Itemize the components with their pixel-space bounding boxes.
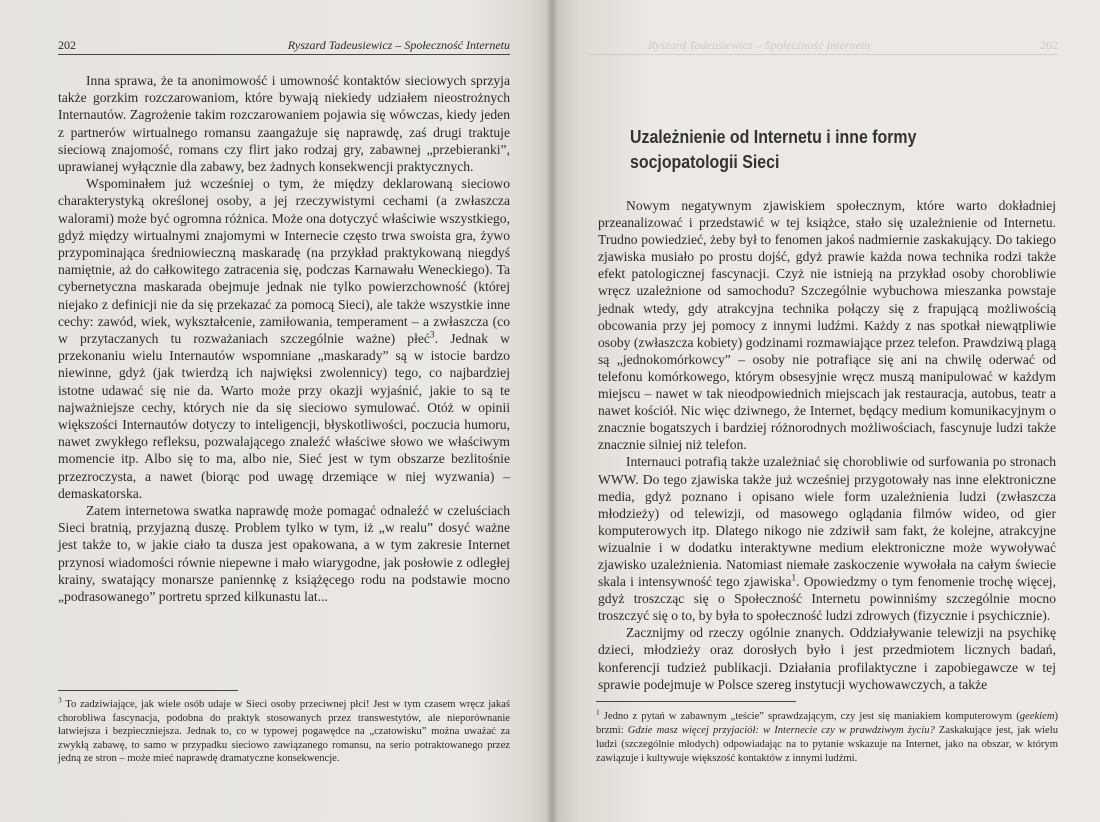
footnote-number: 3: [58, 695, 62, 705]
paragraph: Zatem internetowa swatka naprawdę może pomagać odnaleźć w czeluściach Sieci bratnią, przyjazną duszę. Problem tylko w tym, iż „w realu” dosyć ważne jest także to, w jakie ciało ta dusza jest opakowana, a w tym zakresie Internet przynosi wiadomości równie niepewne i mało wiarygodne, jak posłowie z odległej krainy, swatający monarsze paniennkę z książęcego rodu na podstawie mocno „podrasowanego” portretu sprzed kilkunastu lat...: [58, 503, 510, 605]
body-text-left: [58, 72, 510, 605]
footnote-marker: 1: [791, 573, 797, 584]
footnote-text: To zadziwiające, jak wiele osób udaje w Sieci osoby przeciwnej płci! Jest w tym czasem wręcz jakaś chorobliwa fascynacja, podobna do praktyk stosowanych przez transwestytów, ale nieporównanie łatwiejsza i bezpieczniejsza. Jednak to, co w typowej pogawędce na „czatowisku” można uważać za zwykłą zabawę, to samo w przypadku sieciowo zawiązanego romansu, na serio potraktowanego przez jedną ze stron – może mieć naprawdę dramatyczne konsekwencje.: [58, 699, 510, 765]
right-page: [552, 0, 1100, 822]
footnote-rule: [596, 701, 796, 702]
footnote-term: geekiem: [1019, 711, 1055, 722]
footnote-left: [58, 695, 510, 766]
paragraph: Zacznijmy od rzeczy ogólnie znanych. Oddziaływanie telewizji na psychikę dzieci, młodzieży oraz dorosłych było i jest przedmiotem licznych badań, konferencji tudzież publikacji. Działania profilaktyczne i zapobiegawcze w tej sprawie podejmuje w Polsce szereg instytucji wychowawczych, a także: [598, 625, 1056, 692]
paragraph: Inna sprawa, że ta anonimowość i umowność kontaktów sieciowych sprzyja także gorzkim rozczarowaniom, które bywają niekiedy udziałem nieostrożnych Internautów. Zagrożenie takim rozczarowaniem pojawia się wówczas, kiedy jeden z partnerów wirtualnego romansu zaangażuje się naprawdę, zaś drugi traktuje sieciową znajomość, romans czy flirt jako rodzaj gry, zabawnej „przebieranki”, uprawianej wyłącznie dla zabawy, bez żadnych konsekwencji praktycznych.: [58, 73, 510, 175]
footnote-text: ) brzmi:: [596, 711, 1058, 736]
footnote-text: Jedno z pytań w zabawnym „teście” sprawdzającym, czy jest się maniakiem komputerowym (: [599, 711, 1020, 722]
paragraph: [598, 453, 1056, 624]
footnote-quote: Gdzie masz więcej przyjaciół: w Internecie czy w prawdziwym życiu?: [627, 725, 935, 736]
book-gutter: [546, 0, 558, 822]
paragraph-text: Wspominałem już wcześniej o tym, że między deklarowaną sieciowo charakterystyką określonej osoby, a jej rzeczywistymi cechami (a zwłaszcza walorami) może być ogromna różnica. Może ona dotyczyć właściwie wszystkiego, gdyż między wirtualnymi znajomymi w Internecie często trwa swoista gra, żywo przypominająca średniowieczną maskaradę (na przykład praktykowaną niegdyś namiętnie, aż do całkowitego zatracenia się, podczas Karnawału Weneckiego). Ta cybernetyczna maskarada obejmuje jednak nie tylko powierzchowność (której niejako z definicji nie da się przekazać za pomocą Sieci), ale także wszystkie inne cechy: zawód, wiek, wykształcenie, zamiłowania, temperament – a zwłaszcza (co w przytaczanych tu rozważaniach szczególnie ważne) płeć: [58, 176, 510, 347]
paragraph: [58, 175, 510, 502]
bleed-page-number: 202: [1040, 38, 1058, 52]
page-number: 202: [58, 38, 76, 52]
footnote-rule: [58, 690, 238, 691]
footnote-number: 1: [596, 707, 600, 717]
footnote-marker: 3: [429, 330, 435, 341]
footnote-right: [596, 707, 1058, 766]
paragraph-text: . Opowiedzmy o tym fenomenie trochę więcej, gdyż troszcząc się o Społeczność Internetu powinniśmy szczególnie mocno troszczyć się o to, by była to społeczność ludzi zdrowych (fizycznie i psychicznie).: [598, 574, 1056, 624]
paragraph-text: . Jednak w przekonaniu wielu Internautów wspomniane „maskarady” są w istocie bardzo niewinne, gdyż (jak twierdzą ich najwięksi zwolennicy) tego, co najbardziej istotne udawać się nie da. Warto może przy okazji wyjaśnić, jakie to są te najważniejsze cechy, których nie da się sieciowo symulować. Otóż w opinii większości Internautów dotyczy to inteligencji, błyskotliwości, poczucia humoru, nawet zwykłego refleksu, pozwalającego znaleźć właściwe słowo we właściwym momencie itp. Albo się to ma, albo nie, Sieć jest w tym obszarze bezlitośnie przezroczysta, a nawet (biorąc pod uwagę drzemiące w niej wyzwania) – demaskatorska.: [58, 331, 510, 501]
bleed-through-header: [588, 38, 1058, 55]
running-head: Ryszard Tadeusiewicz – Społeczność Internetu: [287, 38, 510, 52]
running-header-left: [58, 38, 510, 55]
footnote-text: Zaskakujące jest, jak wielu ludzi (szczególnie młodych) odpowiadając na to pytanie wskazuje na Internet, jako na obszar, w którym zawiązuje i kultywuje większość kontaktów z innymi ludźmi.: [596, 725, 1058, 764]
section-title: Uzależnienie od Internetu i inne formy socjopatologii Sieci: [630, 126, 917, 172]
paragraph: Nowym negatywnym zjawiskiem społecznym, które warto dokładniej przeanalizować i przedstawić w tej książce, stało się uzależnienie od Internetu. Trudno powiedzieć, żeby był to fenomen jakoś nadmiernie zaskakujący. Do takiego zjawiska musiało po prostu dojść, gdyż prawie każda nowa technika rodzi także efekt patologicznej fascynacji. Czyż nie istnieją na przykład osoby chorobliwie wręcz uzależnione od samochodu? Szczególnie wybuchowa mieszanka powstaje jednak wtedy, gdy atrakcyjna technika połączy się z frapującą możliwością obcowania przy jej pomocy z innymi ludźmi. Każdy z nas spotkał niewątpliwie osoby (zwłaszcza kobiety) godzinami rozmawiające przez telefon. Prawdziwą plagą są „jednokomórkowcy” – osoby nie potrafiące się ani na chwilę oderwać od telefonu komórkowego, którym obsesyjnie wręcz muszą manipulować w każdym miejscu – nawet w tak nieodpowiednich miejscach jak restauracja, autobus, teatr a nawet kościół. Nic więc dziwnego, że Internet, będący medium komunikacyjnym o znacznie bogatszych i bardziej różnorodnych możliwościach, fascynuje ludzi także znacznie silniej niż telefon.: [598, 198, 1056, 453]
body-text-right: [598, 197, 1056, 693]
paragraph-text: Internauci potrafią także uzależniać się chorobliwie od surfowania po stronach WWW. Do tego zjawiska także już wcześniej przygotowały nas inne elektroniczne media, gdyż poznano i opisano wiele form uzależnienia ludzi (zwłaszcza młodzieży) od telewizji, od masowego oglądania filmów wideo, od gier komputerowych itp. Dlatego nikogo nie zdziwił sam fakt, że kolejne, atrakcyjne wizualnie i w dodatku interaktywne medium elektroniczne może wywoływać zjawisko uzależnienia. Natomiast niemałe zaskoczenie wywołała na całym świecie skala i intensywność tego zjawiska: [598, 454, 1056, 590]
bleed-running-head: Ryszard Tadeusiewicz – Społeczność Internetu: [648, 38, 871, 52]
